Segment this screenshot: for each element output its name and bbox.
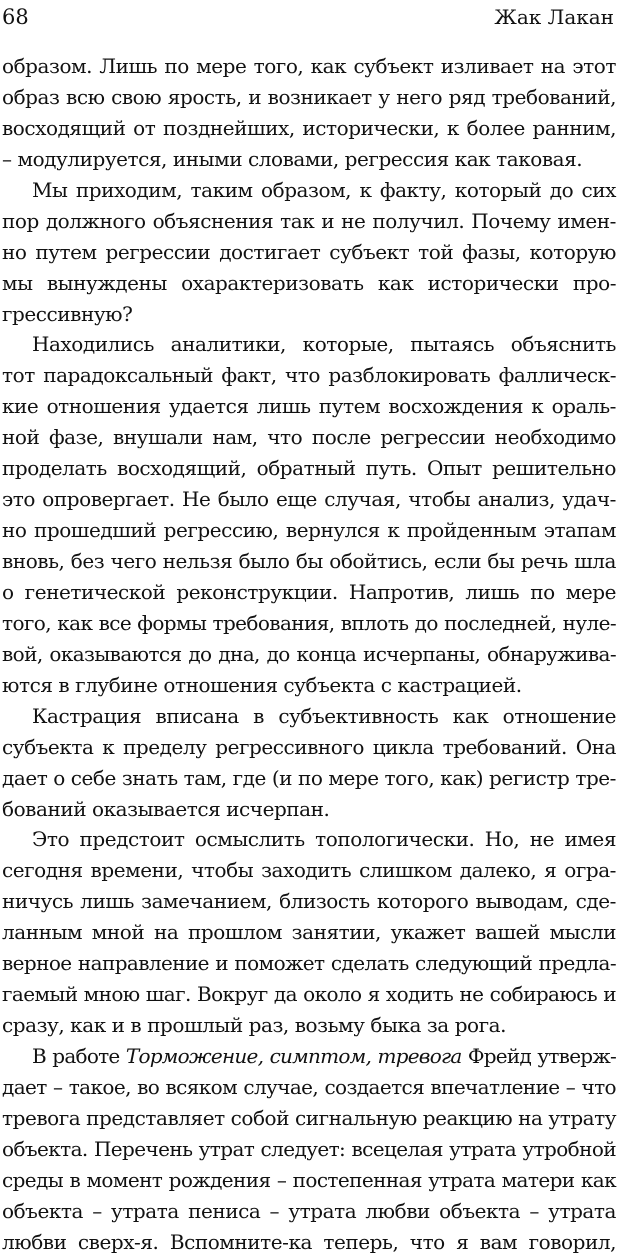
text-line: вновь, без чего нельзя было бы обойтись, если бы речь шла (2, 549, 616, 573)
text-line: – модулируется, иными словами, регрессия как таковая. (2, 146, 583, 171)
text-line: сегодня времени, чтобы заходить слишком далеко, я огра- (2, 858, 616, 883)
text-line: кие отношения удается лишь путем восхождения к ораль- (2, 394, 616, 419)
text-line: грессивную? (2, 301, 133, 326)
text-line: Мы приходим, таким образом, к факту, который до сих (32, 177, 616, 202)
text-line: ничусь лишь замечанием, близость которого выводам, сде- (2, 889, 616, 914)
text-line: Находились аналитики, которые, пытаясь объяснить (32, 332, 616, 357)
text-line: объекта. Перечень утрат следует: всецелая утрата утробной (2, 1136, 616, 1161)
text-line: восходящий от позднейших, исторически, к более ранним, (2, 115, 616, 140)
text-line: сразу, как и в прошлый раз, возьму быка за рога. (2, 1013, 507, 1038)
text-line: гаемый мною шаг. Вокруг да около я ходить не собираюсь и (2, 982, 616, 1007)
text-line: ются в глубине отношения субъекта с кастрацией. (2, 672, 522, 697)
book-title-italic: Торможение, симптом, тревога (125, 1044, 462, 1068)
text-line: ной фазе, внушали нам, что после регрессии необходимо (2, 425, 616, 450)
text-line: среды в момент рождения – постепенная утрата матери как (2, 1167, 616, 1192)
text-segment: Фрейд утверж- (461, 1044, 616, 1068)
text-line (2, 1041, 616, 1072)
body-text (2, 51, 616, 1258)
text-segment: В работе (32, 1044, 126, 1068)
text-line: проделать восходящий, обратный путь. Опыт решительно (2, 456, 616, 481)
text-line: субъекта к пределу регрессивного цикла требований. Она (2, 734, 616, 759)
text-line: тот парадоксальный факт, что разблокировать фаллическ- (2, 363, 616, 388)
text-line: Это предстоит осмыслить топологически. Но, не имея (32, 827, 616, 852)
text-line: образом. Лишь по мере того, как субъект изливает на этот (2, 54, 616, 78)
text-line: это опровергает. Не было еще случая, чтобы анализ, удач- (2, 487, 616, 512)
page-number: 68 (2, 5, 29, 29)
text-line: любви сверх-я. Вспомните-ка теперь, что я вам говорил, (2, 1229, 616, 1254)
text-line: пор должного объяснения так и не получил. Почему имен- (2, 208, 616, 233)
running-head: Жак Лакан (494, 5, 614, 29)
text-line: ланным мной на прошлом занятии, укажет вашей мысли (2, 920, 616, 945)
text-line: но путем регрессии достигает субъект той фазы, которую (2, 239, 616, 264)
text-line: вой, оказываются до дна, до конца исчерпаны, обнаружива- (2, 641, 616, 666)
text-line: о генетической реконструкции. Напротив, лишь по мере (2, 579, 616, 604)
text-line: тревога представляет собой сигнальную реакцию на утрату (2, 1105, 617, 1130)
text-line: того, как все формы требования, вплоть до последней, нуле- (2, 610, 616, 635)
text-line: верное направление и поможет сделать следующий предла- (2, 951, 616, 976)
text-line: Кастрация вписана в субъективность как отношение (32, 703, 616, 728)
text-line: бований оказывается исчерпан. (2, 796, 330, 821)
text-line: объекта – утрата пениса – утрата любви объекта – утрата (2, 1198, 616, 1223)
text-line: дает – такое, во всяком случае, создается впечатление – что (2, 1074, 616, 1099)
text-line: мы вынуждены охарактеризовать как исторически про- (2, 270, 616, 295)
text-line: но прошедший регрессию, вернулся к пройденным этапам (2, 518, 616, 543)
text-line: дает о себе знать там, где (и по мере того, как) регистр тре- (2, 765, 616, 790)
text-line: образ всю свою ярость, и возникает у него ряд требований, (2, 84, 616, 109)
